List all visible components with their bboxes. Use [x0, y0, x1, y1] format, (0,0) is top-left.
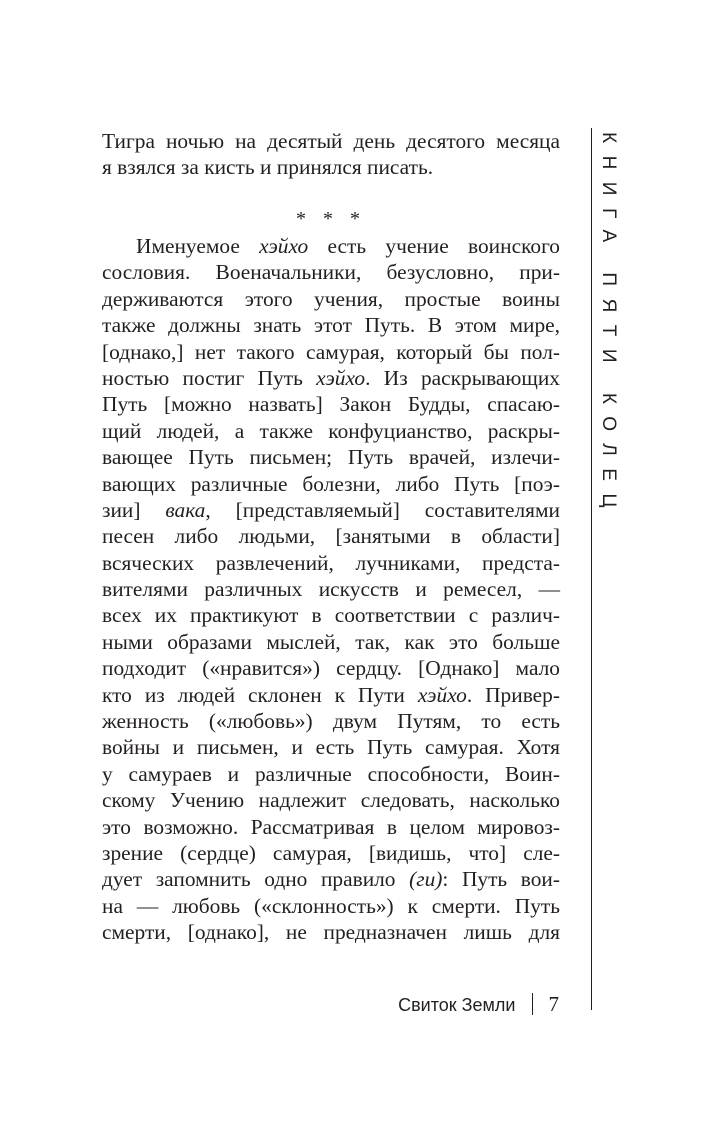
text-line: женность («любовь») двум Путям, то есть: [102, 709, 560, 734]
italic-term: хэйхо: [316, 365, 366, 390]
text-line: Тигра ночью на десятый день десятого месяца: [102, 129, 560, 153]
text-line: у самураев и различные способности, Воин-: [102, 761, 560, 786]
italic-term: (ги): [409, 867, 443, 892]
text-line: Путь [можно назвать] Закон Будды, спасаю-: [102, 392, 560, 417]
text-line: также должны знать этот Путь. В этом мире,: [102, 313, 560, 338]
text-line: вающих различные болезни, либо Путь [поэ-: [102, 471, 560, 496]
page-footer: [398, 992, 559, 1017]
text-line: всяческих развлечений, лучниками, предста-: [102, 550, 560, 575]
text-line: держиваются этого учения, простые воины: [102, 286, 560, 311]
text-line: песен либо людьми, [занятыми в области]: [102, 524, 560, 549]
text-line: это возможно. Рассматривая в целом мировоз-: [102, 814, 560, 839]
body-text: [102, 128, 560, 181]
body-text-continued: [102, 233, 560, 946]
text-line: зрение (сердце) самурая, [видишь, что] сле-: [102, 840, 560, 865]
paragraph-2: [102, 233, 560, 946]
italic-term: вака: [165, 497, 206, 522]
page-number: 7: [548, 992, 559, 1016]
text-line: кто из людей склонен к Пути хэйхо. Привер-: [102, 682, 560, 707]
text-line: щий людей, а также конфуцианство, раскры-: [102, 418, 560, 443]
text-line: ностью постиг Путь хэйхо. Из раскрывающих: [102, 365, 561, 390]
text-line: войны и письмен, и есть Путь самурая. Хотя: [102, 735, 560, 760]
italic-term: хэйхо: [259, 234, 309, 258]
text-line: я взялся за кисть и принялся писать.: [102, 155, 434, 180]
text-line: скому Учению надлежит следовать, насколько: [102, 788, 560, 813]
footer-section-title: Свиток Земли: [398, 995, 516, 1015]
text-line: [однако,] нет такого самурая, который бы пол-: [102, 339, 560, 364]
running-head-book-title: КНИГА ПЯТИ КОЛЕЦ: [598, 132, 619, 520]
text-line: всех их практикуют в соответствии с различ-: [102, 603, 560, 628]
text-line: вителями различных искусств и ремесел, —: [102, 577, 560, 602]
text-line: подходит («нравится») сердцу. [Однако] мало: [102, 656, 560, 681]
footer-separator: [532, 993, 533, 1015]
text-line: ными образами мыслей, так, как это больше: [102, 629, 560, 654]
vertical-divider-rule: [591, 128, 592, 1010]
text-line: на — любовь («склонность») к смерти. Путь: [102, 893, 560, 918]
text-line: Именуемое хэйхо есть учение воинского: [136, 234, 561, 258]
italic-term: хэйхо: [417, 682, 467, 707]
text-line: сословия. Военачальники, безусловно, при-: [102, 260, 560, 285]
text-line: вающее Путь письмен; Путь врачей, излечи-: [102, 445, 560, 470]
text-line: дует запомнить одно правило (ги): Путь вои-: [102, 867, 560, 892]
section-separator: * * *: [296, 208, 366, 230]
text-line: зии] вака, [представляемый] составителями: [102, 497, 560, 522]
text-line: смерти, [однако], не предназначен лишь для: [102, 920, 560, 945]
paragraph-1: [102, 128, 560, 181]
